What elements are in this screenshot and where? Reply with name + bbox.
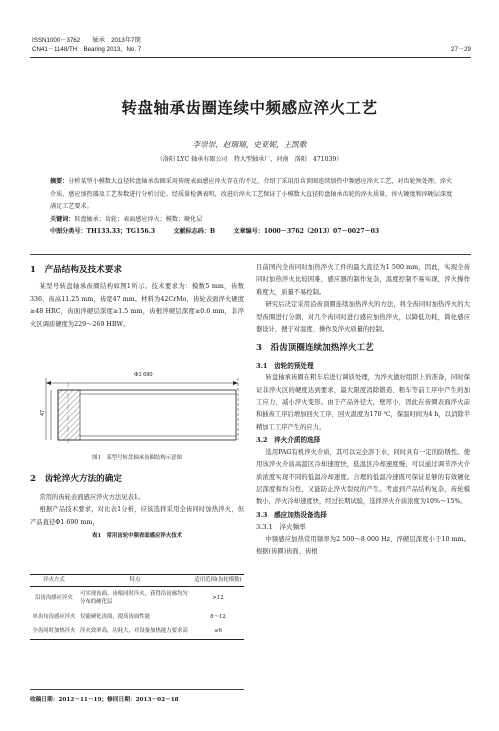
section-3-2-para: 选用PAG有机淬火介质，其可以完全溶于水，同时具有一定的防锈性。使用该淬火介质高温区冷却速度快，低温区冷却速度慢，可以通过调节淬火介质浓度实现不同的低温冷却速度。合理的低温冷速既可保证足够的有效硬化层深度和均匀性，又能防止淬火裂纹的产生。考虑到产品结构复杂，齿轮模数小，淬火冷却速度快，经过长期试验，选择淬火介质浓度为10%～15%。 [256, 448, 470, 506]
paper-affiliation: （洛阳 LYC 轴承有限公司 特大型轴承厂，河南 洛阳 471039） [156, 156, 343, 163]
footnote-divider [30, 689, 244, 690]
journal-issn: ISSN1000－3762 轴承 2013年7期 [32, 37, 141, 44]
page-range: 27－29 [451, 46, 471, 53]
section-3-3-1-para: 中频感应加热常用频率为2 500～8 000 Hz，淬硬层深度小于10 mm。根据(齿圈)齿面、齿根 [256, 535, 470, 555]
fig-dim-height: 47 [40, 410, 46, 416]
received-date: 收稿日期：2012－11－19；修回日期：2013－02－18 [30, 697, 179, 703]
abstract [50, 176, 453, 214]
table-row [30, 586, 244, 610]
section-3-3-1-title: 3.3.1 淬火频率 [256, 523, 306, 532]
abstract-label: 摘要： [50, 178, 69, 185]
paper-title: 转盘轴承齿圈连续中频感应淬火工艺 [121, 98, 378, 117]
right-column [256, 262, 470, 558]
table-cell: 8～12 [210, 613, 226, 620]
paper-authors: 李崇崇，赵瑞瑞，史亚妮，王凯歌 [192, 140, 307, 149]
section-3-1-title: 3.1 齿轮的预处理 [256, 361, 314, 370]
keywords-label: 关键词： [50, 215, 75, 223]
table-cell: 单齿旬齿感应淬火 [32, 613, 76, 620]
right-para-2: 研究后决定采用沿齿顶圈连续加热淬火的方法，将全齿同时加热淬火的大型齿圈进行分割，对几个齿同时进行感应加热淬火，以降低功耗，简化感应器设计，便于对温度、操作及淬火质量的控制。 [256, 301, 470, 334]
keywords-text: 转盘轴承；齿轮；表面感应淬火；模数；硬化层 [74, 215, 203, 223]
header-divider [30, 57, 471, 58]
right-para-top: 目前国内全齿同时加热淬火工件的最大直径为1 500 mm，因此，实现全齿同时加热淬火比较困难，感应器的制作复杂，温度控制不易实现，淬火操作难度大，质量不易控制。 [256, 264, 470, 296]
bearing-ring-drawing [38, 374, 246, 448]
table-header-range: 适用范围(齿轮模数) [194, 577, 242, 583]
classification: 中图分类号：TH133.33；TG156.3 文献标志码：B 文章编号：1000－3762（2013）07－0027－03 [50, 228, 380, 236]
table-header-method: 淬火方式 [43, 577, 65, 583]
abstract-block [50, 176, 453, 239]
left-column-lower [30, 452, 244, 542]
figure-1-caption: 图1 某型号转盘轴承齿圈结构示意图 [92, 455, 182, 461]
section-3-2-title: 3.2 淬火介质的选择 [256, 436, 321, 445]
table-cell: ≤6 [214, 628, 222, 634]
fig-dim-diameter: Φ1 690 [134, 372, 153, 378]
abstract-text: 分析某型小模数大直径转盘轴承齿圈采用传统表面感应淬火存在的不足，介绍了采用沿齿顶圈连续加热中频感应淬火工艺，对齿轮预处理、淬火介质、感应加热器及工艺参数进行分析讨论。经质量检测表明，改进后淬火工艺保证了小模数大直径转盘轴承齿轮的淬火质量，淬火硬度和淬硬层深度满足工艺要求。 [50, 178, 453, 211]
section-3-title: 3 沿齿顶圈连续加热淬火工艺 [256, 343, 374, 354]
keywords [50, 214, 453, 227]
section-3-3-title: 3.3 感应加热设备选择 [256, 510, 327, 519]
section-2-para-1: 常用的齿轮表面感应淬火方法见表1。 [39, 493, 145, 501]
table-1 [30, 574, 244, 640]
section-2-title: 2 齿轮淬火方法的确定 [30, 474, 122, 485]
journal-cn: CN41－1148/TH Bearing 2013，No. 7 [32, 46, 142, 53]
left-column [30, 262, 244, 331]
table-cell: 淬火效率高，功耗大，对设备加热能力要求高 [80, 628, 188, 634]
table-cell: 可实现齿面、齿根同时淬火，获得沿齿廓均匀分布的硬化层 [80, 590, 188, 605]
section-1-title: 1 产品结构及技术要求 [30, 265, 122, 275]
table-1-caption: 表1 常用齿轮中频表面感应淬火技术 [91, 533, 182, 540]
table-row [30, 624, 244, 639]
table-row [30, 610, 244, 625]
figure-1 [38, 374, 246, 448]
journal-header [32, 36, 141, 54]
table-cell: 全齿同时加热淬火 [32, 628, 76, 634]
table-cell: 沿齿沟感应淬火 [35, 594, 73, 601]
table-cell: >12 [212, 594, 224, 601]
section-2-para-2: 根据产品技术要求，对比表1分析，应该选择采用全齿同时加热淬火，但产品直径Φ1 690 mm， [30, 506, 244, 526]
abstract-divider [30, 254, 471, 255]
table-header-feature: 特点 [129, 577, 141, 583]
section-3-1-para: 转盘轴承齿圈在粗车后进行调质处理，为淬火做好组织上的准备，同时保证非淬火区的硬度达到要求，最大限度消除锻造、粗车等前工序中产生的加工应力，减小淬火变形。由于产品外径大，壁厚小，因此在齿圈表面淬火前和插齿工序后增加回火工序，回火温度为170 ℃，保温时间为4 h，以消除半精加工工序产生的应力。 [256, 374, 470, 431]
section-1-para: 某型号转盘轴承齿圈结构如图1所示。技术要求为：模数5 mm，齿数336，齿高11.25 mm，齿宽47 mm。材料为42CrMo，齿轮表面淬火硬度≥48 HRC，齿面淬硬层深度≥1.5 mm，齿根淬硬层深度≥0.6 mm，非淬火区调质硬度为229～269 HBW。 [30, 283, 244, 328]
table-cell: 仅能硬化齿面，提高齿面性能 [80, 613, 151, 620]
